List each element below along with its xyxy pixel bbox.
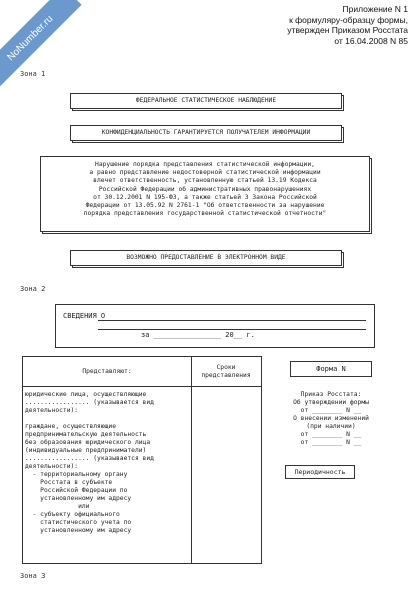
prikaz-line: О внесении изменений: [293, 415, 369, 422]
legal-line: Нарушение порядка представления статистической информации,: [95, 161, 315, 168]
table-body-line: граждане, осуществляющие: [25, 423, 116, 430]
legal-line: от 30.12.2001 N 195-ФЗ, а также статьей 3 Закона Российской: [93, 193, 317, 201]
table-body-line: ................. (указывается вид: [25, 399, 154, 406]
svedenia-box: [55, 304, 375, 348]
table-body-line: установленному им адресу: [25, 495, 132, 502]
table-body-line: - субъекту официального: [25, 511, 120, 518]
electronic-notice: [70, 250, 342, 266]
prikaz-block: [266, 391, 396, 447]
table-body-line: деятельности):: [25, 407, 79, 414]
table-body-line: ................. (указывается вид: [25, 455, 154, 462]
form-number-label: Форма N: [316, 365, 346, 373]
table-body-line: Росстата в субъекте: [25, 479, 113, 486]
confidentiality-notice: [70, 125, 342, 141]
attachment-line: к формуляру-образцу формы,: [289, 14, 408, 25]
periodicity-label: Периодичность: [294, 468, 346, 476]
prikaz-line: от ________ N __: [300, 431, 362, 438]
prikaz-line: (при наличии): [306, 423, 356, 430]
table-body-text: [25, 391, 189, 535]
svedenia-label: СВЕДЕНИЯ О: [63, 312, 106, 320]
svedenia-period: за ________________ 20__ г.: [141, 331, 255, 339]
respondents-table: [22, 356, 262, 564]
zone-3-label: Зона 3: [20, 572, 46, 580]
attachment-note: [287, 4, 408, 46]
col-header-deadlines-line: представления: [201, 372, 251, 379]
attachment-line: от 16.04.2008 N 85: [334, 35, 408, 46]
table-body-line: юридические лица, осуществляющие: [25, 391, 147, 398]
legal-notice: [40, 156, 370, 232]
col-header-deadlines: [191, 364, 261, 380]
header-title-text: ФЕДЕРАЛЬНОЕ СТАТИСТИЧЕСКОЕ НАБЛЮДЕНИЕ: [135, 96, 277, 104]
attachment-line: Приложение N 1: [342, 4, 408, 14]
electronic-text: ВОЗМОЖНО ПРЕДОСТАВЛЕНИЕ В ЭЛЕКТРОННОМ ВИДЕ: [126, 253, 286, 261]
col-header-deadlines-line: Сроки: [216, 364, 236, 371]
periodicity-box: [285, 465, 355, 479]
legal-line: а равно представление недостоверной статистической информации: [89, 169, 321, 177]
legal-line: порядка представления государственной статистической отчетности": [83, 210, 327, 218]
svedenia-blank-line[interactable]: [98, 320, 366, 321]
zone-1-label: Зона 1: [20, 70, 46, 78]
legal-line: Российской Федерации об административных правонарушениях: [98, 185, 312, 193]
prikaz-line: от ________ N __: [300, 439, 362, 446]
confidentiality-text: КОНФИДЕНЦИАЛЬНОСТЬ ГАРАНТИРУЕТСЯ ПОЛУЧАТЕЛЕМ ИНФОРМАЦИИ: [101, 128, 311, 136]
table-body-line: статистического учета по: [25, 519, 132, 526]
prikaz-line: от ________ N __: [300, 407, 362, 414]
form-number-box: [290, 361, 372, 377]
table-body-line: деятельности):: [25, 463, 79, 470]
table-body-line: или: [25, 503, 90, 510]
legal-line: влечет ответственность, установленную статьей 13.19 Кодекса: [93, 177, 317, 185]
table-body-line: - территориальному органу: [25, 471, 128, 478]
svedenia-blank-line[interactable]: [98, 329, 366, 330]
table-body-line: Российской Федерации по: [25, 487, 128, 494]
header-title: [70, 93, 342, 109]
prikaz-line: Об утверждении формы: [293, 399, 369, 406]
attachment-line: утвержден Приказом Росстата: [287, 25, 408, 35]
prikaz-line: Приказ Росстата:: [300, 391, 362, 398]
col-header-respondents: Представляют:: [82, 368, 132, 375]
legal-line: Федерации от 13.05.92 N 2761-1 "Об ответственности за нарушение: [85, 202, 325, 210]
table-body-line: (индивидуальные предприниматели): [25, 447, 147, 454]
table-divider: [191, 357, 192, 563]
table-body-line: без образования юридического лица: [25, 439, 151, 446]
table-body-line: [25, 415, 189, 423]
zone-2-label: Зона 2: [20, 285, 46, 293]
table-body-line: предпринимательскую деятельность: [25, 431, 147, 438]
table-body-line: установленному им адресу: [25, 527, 132, 534]
watermark-logo: NoNumber.ru: [0, 0, 82, 90]
